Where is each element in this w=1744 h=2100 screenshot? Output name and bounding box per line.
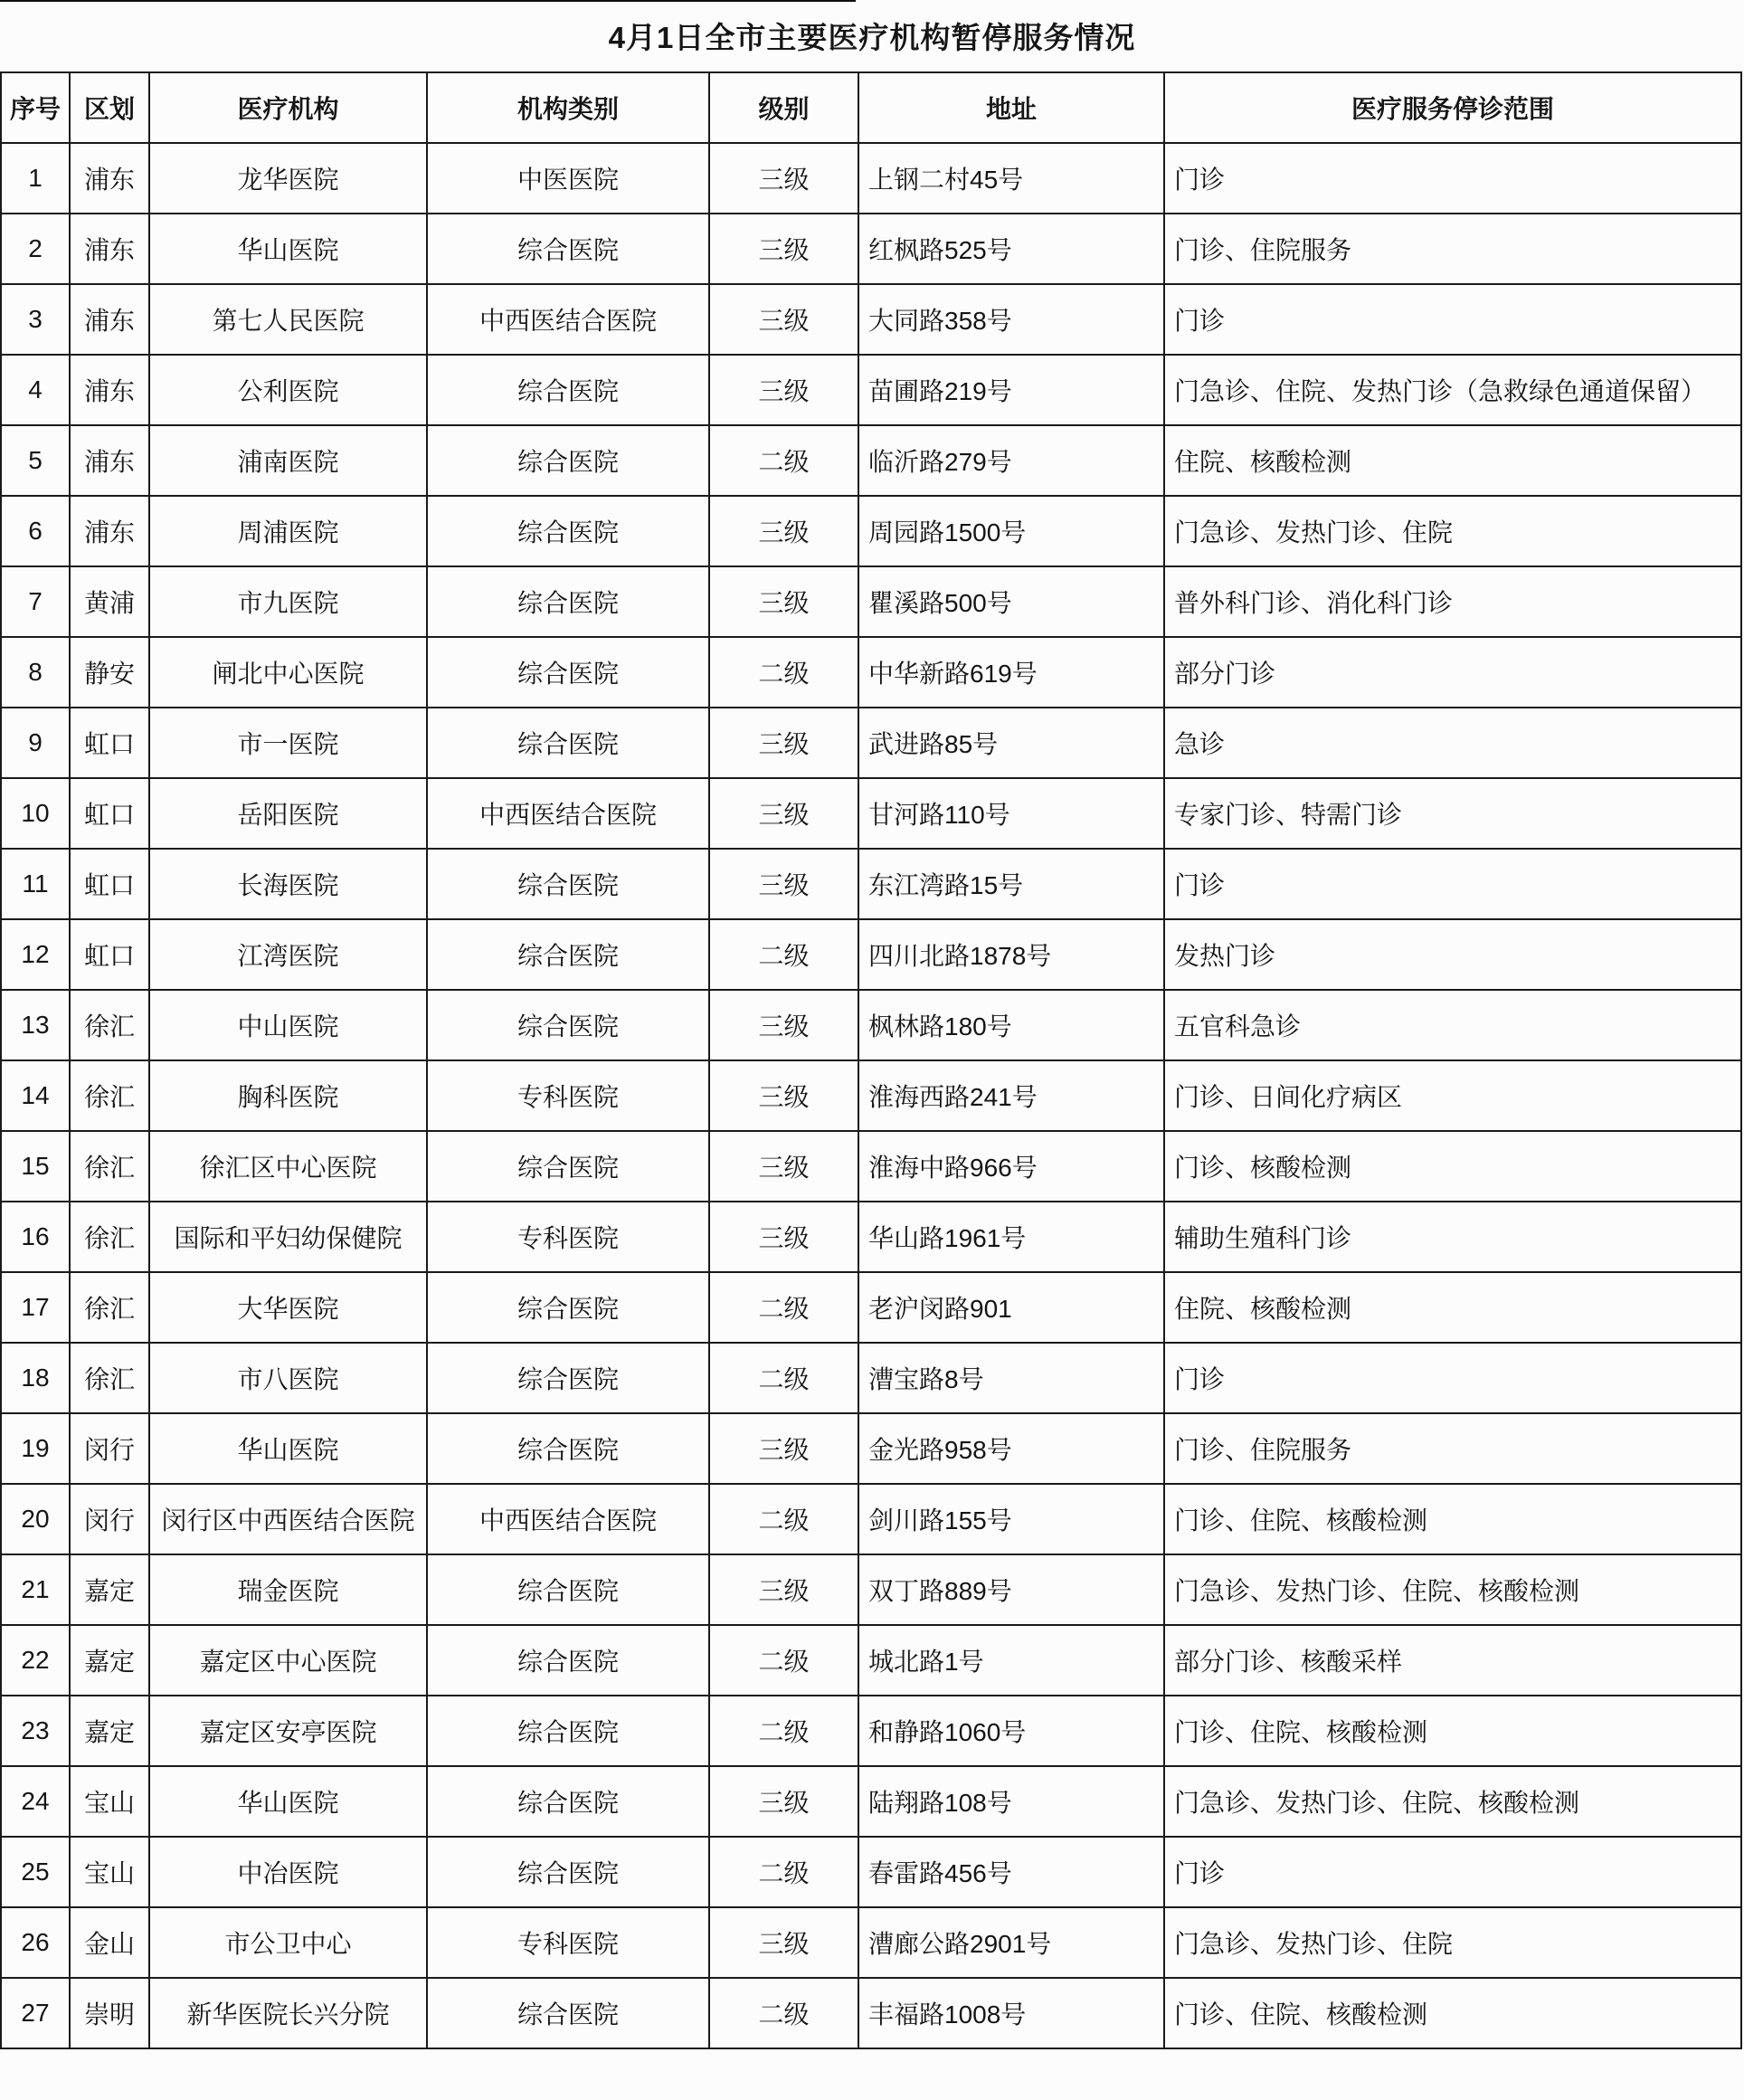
cell-district: 徐汇 xyxy=(70,1060,149,1131)
cell-scope: 门急诊、发热门诊、住院、核酸检测 xyxy=(1164,1766,1741,1837)
cell-no: 13 xyxy=(1,990,70,1060)
cell-scope: 部分门诊、核酸采样 xyxy=(1164,1625,1741,1696)
cell-district: 浦东 xyxy=(70,143,149,214)
cell-institution: 浦南医院 xyxy=(149,425,427,496)
cell-address: 甘河路110号 xyxy=(858,778,1164,849)
cell-no: 25 xyxy=(1,1837,70,1907)
cell-type: 综合医院 xyxy=(427,1413,709,1484)
cell-institution: 长海医院 xyxy=(149,849,427,919)
cell-address: 淮海中路966号 xyxy=(858,1131,1164,1202)
table-row xyxy=(1,1837,1741,1907)
cell-scope: 门诊 xyxy=(1164,143,1741,214)
cell-address: 中华新路619号 xyxy=(858,637,1164,708)
cell-level: 三级 xyxy=(709,1202,858,1272)
cell-address: 丰福路1008号 xyxy=(858,1978,1164,2048)
cell-district: 嘉定 xyxy=(70,1554,149,1625)
cell-institution: 大华医院 xyxy=(149,1272,427,1343)
cell-institution: 龙华医院 xyxy=(149,143,427,214)
table-row xyxy=(1,566,1741,637)
table-body xyxy=(1,143,1741,2048)
cell-district: 嘉定 xyxy=(70,1696,149,1766)
cell-scope: 部分门诊 xyxy=(1164,637,1741,708)
cell-institution: 新华医院长兴分院 xyxy=(149,1978,427,2048)
cell-address: 老沪闵路901 xyxy=(858,1272,1164,1343)
cell-no: 15 xyxy=(1,1131,70,1202)
cell-institution: 市九医院 xyxy=(149,566,427,637)
cell-scope: 五官科急诊 xyxy=(1164,990,1741,1060)
cell-no: 2 xyxy=(1,214,70,284)
column-header-institution: 医疗机构 xyxy=(149,72,427,143)
cell-no: 7 xyxy=(1,566,70,637)
cell-district: 浦东 xyxy=(70,425,149,496)
cell-district: 闵行 xyxy=(70,1484,149,1554)
cell-institution: 胸科医院 xyxy=(149,1060,427,1131)
cell-district: 徐汇 xyxy=(70,990,149,1060)
cell-address: 双丁路889号 xyxy=(858,1554,1164,1625)
cell-level: 三级 xyxy=(709,1554,858,1625)
table-row xyxy=(1,1696,1741,1766)
cell-type: 综合医院 xyxy=(427,214,709,284)
cell-address: 四川北路1878号 xyxy=(858,919,1164,990)
cell-institution: 中山医院 xyxy=(149,990,427,1060)
cell-institution: 嘉定区安亭医院 xyxy=(149,1696,427,1766)
cell-type: 中西医结合医院 xyxy=(427,1484,709,1554)
cell-institution: 闵行区中西医结合医院 xyxy=(149,1484,427,1554)
cell-institution: 闸北中心医院 xyxy=(149,637,427,708)
cell-institution: 公利医院 xyxy=(149,355,427,425)
cell-scope: 门诊、住院、核酸检测 xyxy=(1164,1978,1741,2048)
cell-level: 二级 xyxy=(709,1272,858,1343)
cell-district: 宝山 xyxy=(70,1837,149,1907)
cell-type: 综合医院 xyxy=(427,496,709,566)
cell-level: 三级 xyxy=(709,778,858,849)
cell-address: 东江湾路15号 xyxy=(858,849,1164,919)
table-row xyxy=(1,990,1741,1060)
cell-level: 二级 xyxy=(709,1625,858,1696)
cell-no: 20 xyxy=(1,1484,70,1554)
cell-address: 漕廊公路2901号 xyxy=(858,1907,1164,1978)
table-row xyxy=(1,1413,1741,1484)
cell-address: 周园路1500号 xyxy=(858,496,1164,566)
cell-address: 剑川路155号 xyxy=(858,1484,1164,1554)
cell-district: 徐汇 xyxy=(70,1343,149,1413)
cell-no: 11 xyxy=(1,849,70,919)
cell-level: 二级 xyxy=(709,1837,858,1907)
cell-level: 二级 xyxy=(709,1343,858,1413)
cell-address: 城北路1号 xyxy=(858,1625,1164,1696)
cell-type: 综合医院 xyxy=(427,1131,709,1202)
cell-level: 三级 xyxy=(709,849,858,919)
cell-type: 专科医院 xyxy=(427,1907,709,1978)
cell-level: 三级 xyxy=(709,355,858,425)
cell-level: 三级 xyxy=(709,990,858,1060)
cell-scope: 门急诊、发热门诊、住院 xyxy=(1164,1907,1741,1978)
cell-address: 大同路358号 xyxy=(858,284,1164,355)
cell-scope: 辅助生殖科门诊 xyxy=(1164,1202,1741,1272)
cell-institution: 市八医院 xyxy=(149,1343,427,1413)
cell-scope: 门诊、住院、核酸检测 xyxy=(1164,1696,1741,1766)
table-row xyxy=(1,1978,1741,2048)
cell-type: 综合医院 xyxy=(427,425,709,496)
table-row xyxy=(1,919,1741,990)
cell-scope: 门急诊、住院、发热门诊（急救绿色通道保留） xyxy=(1164,355,1741,425)
table-row xyxy=(1,1202,1741,1272)
cell-scope: 急诊 xyxy=(1164,708,1741,778)
cell-no: 5 xyxy=(1,425,70,496)
cell-institution: 周浦医院 xyxy=(149,496,427,566)
cell-no: 10 xyxy=(1,778,70,849)
cell-scope: 门诊、核酸检测 xyxy=(1164,1131,1741,1202)
cell-level: 三级 xyxy=(709,1413,858,1484)
cell-type: 综合医院 xyxy=(427,1696,709,1766)
cell-district: 徐汇 xyxy=(70,1202,149,1272)
cell-district: 浦东 xyxy=(70,496,149,566)
cell-address: 瞿溪路500号 xyxy=(858,566,1164,637)
cell-scope: 门诊 xyxy=(1164,284,1741,355)
cell-level: 三级 xyxy=(709,1131,858,1202)
cell-district: 崇明 xyxy=(70,1978,149,2048)
column-header-no: 序号 xyxy=(1,72,70,143)
cell-type: 综合医院 xyxy=(427,1554,709,1625)
cell-scope: 住院、核酸检测 xyxy=(1164,425,1741,496)
column-header-district: 区划 xyxy=(70,72,149,143)
cell-district: 虹口 xyxy=(70,778,149,849)
cell-no: 27 xyxy=(1,1978,70,2048)
cell-address: 临沂路279号 xyxy=(858,425,1164,496)
cell-type: 综合医院 xyxy=(427,919,709,990)
cell-no: 9 xyxy=(1,708,70,778)
cell-district: 浦东 xyxy=(70,284,149,355)
cell-scope: 普外科门诊、消化科门诊 xyxy=(1164,566,1741,637)
cell-district: 徐汇 xyxy=(70,1272,149,1343)
cell-level: 三级 xyxy=(709,496,858,566)
cell-institution: 华山医院 xyxy=(149,214,427,284)
cell-district: 宝山 xyxy=(70,1766,149,1837)
cell-type: 综合医院 xyxy=(427,708,709,778)
cell-address: 红枫路525号 xyxy=(858,214,1164,284)
cell-type: 综合医院 xyxy=(427,355,709,425)
table-row xyxy=(1,1484,1741,1554)
hospital-suspension-table xyxy=(0,71,1742,2049)
cell-address: 金光路958号 xyxy=(858,1413,1164,1484)
table-row xyxy=(1,1131,1741,1202)
cell-scope: 门诊、日间化疗病区 xyxy=(1164,1060,1741,1131)
cell-no: 3 xyxy=(1,284,70,355)
cell-district: 浦东 xyxy=(70,355,149,425)
table-row xyxy=(1,1060,1741,1131)
cell-address: 武进路85号 xyxy=(858,708,1164,778)
table-row xyxy=(1,214,1741,284)
cell-no: 19 xyxy=(1,1413,70,1484)
cell-level: 三级 xyxy=(709,1060,858,1131)
column-header-level: 级别 xyxy=(709,72,858,143)
cell-no: 26 xyxy=(1,1907,70,1978)
table-row xyxy=(1,1554,1741,1625)
cell-district: 嘉定 xyxy=(70,1625,149,1696)
cell-type: 专科医院 xyxy=(427,1202,709,1272)
cell-scope: 发热门诊 xyxy=(1164,919,1741,990)
cell-address: 漕宝路8号 xyxy=(858,1343,1164,1413)
page-title: 4月1日全市主要医疗机构暂停服务情况 xyxy=(608,21,1136,54)
cell-no: 21 xyxy=(1,1554,70,1625)
cell-address: 淮海西路241号 xyxy=(858,1060,1164,1131)
table-row xyxy=(1,1625,1741,1696)
cell-no: 24 xyxy=(1,1766,70,1837)
cell-type: 综合医院 xyxy=(427,637,709,708)
table-row xyxy=(1,1343,1741,1413)
cell-type: 综合医院 xyxy=(427,849,709,919)
cell-no: 12 xyxy=(1,919,70,990)
cell-institution: 市一医院 xyxy=(149,708,427,778)
cell-district: 黄浦 xyxy=(70,566,149,637)
cell-type: 综合医院 xyxy=(427,1978,709,2048)
cell-level: 二级 xyxy=(709,637,858,708)
cell-institution: 瑞金医院 xyxy=(149,1554,427,1625)
cell-type: 综合医院 xyxy=(427,566,709,637)
cell-scope: 住院、核酸检测 xyxy=(1164,1272,1741,1343)
cell-type: 综合医院 xyxy=(427,990,709,1060)
table-row xyxy=(1,496,1741,566)
cell-district: 浦东 xyxy=(70,214,149,284)
cell-district: 徐汇 xyxy=(70,1131,149,1202)
table-row xyxy=(1,637,1741,708)
cell-district: 虹口 xyxy=(70,708,149,778)
cell-address: 苗圃路219号 xyxy=(858,355,1164,425)
cell-institution: 中冶医院 xyxy=(149,1837,427,1907)
cell-type: 综合医院 xyxy=(427,1343,709,1413)
table-row xyxy=(1,849,1741,919)
cell-no: 18 xyxy=(1,1343,70,1413)
cell-level: 三级 xyxy=(709,566,858,637)
cell-no: 4 xyxy=(1,355,70,425)
cell-scope: 门诊 xyxy=(1164,849,1741,919)
top-border-artifact xyxy=(0,0,856,2)
cell-type: 中西医结合医院 xyxy=(427,778,709,849)
table-row xyxy=(1,425,1741,496)
cell-no: 16 xyxy=(1,1202,70,1272)
cell-scope: 门诊、住院、核酸检测 xyxy=(1164,1484,1741,1554)
table-row xyxy=(1,708,1741,778)
cell-no: 17 xyxy=(1,1272,70,1343)
cell-no: 23 xyxy=(1,1696,70,1766)
table-row xyxy=(1,284,1741,355)
cell-institution: 国际和平妇幼保健院 xyxy=(149,1202,427,1272)
cell-level: 二级 xyxy=(709,1978,858,2048)
cell-type: 中医医院 xyxy=(427,143,709,214)
cell-type: 综合医院 xyxy=(427,1272,709,1343)
cell-type: 综合医院 xyxy=(427,1766,709,1837)
cell-level: 三级 xyxy=(709,1766,858,1837)
cell-level: 三级 xyxy=(709,214,858,284)
cell-district: 虹口 xyxy=(70,849,149,919)
cell-address: 春雷路456号 xyxy=(858,1837,1164,1907)
cell-institution: 徐汇区中心医院 xyxy=(149,1131,427,1202)
table-row xyxy=(1,1766,1741,1837)
table-row xyxy=(1,1907,1741,1978)
cell-type: 综合医院 xyxy=(427,1837,709,1907)
table-row xyxy=(1,143,1741,214)
cell-no: 6 xyxy=(1,496,70,566)
cell-type: 中西医结合医院 xyxy=(427,284,709,355)
table-row xyxy=(1,355,1741,425)
cell-level: 三级 xyxy=(709,143,858,214)
cell-institution: 第七人民医院 xyxy=(149,284,427,355)
cell-level: 三级 xyxy=(709,1907,858,1978)
header-row xyxy=(1,72,1741,143)
column-header-scope: 医疗服务停诊范围 xyxy=(1164,72,1741,143)
cell-institution: 江湾医院 xyxy=(149,919,427,990)
table-row xyxy=(1,778,1741,849)
cell-district: 闵行 xyxy=(70,1413,149,1484)
cell-no: 1 xyxy=(1,143,70,214)
cell-level: 二级 xyxy=(709,1484,858,1554)
cell-institution: 市公卫中心 xyxy=(149,1907,427,1978)
cell-level: 二级 xyxy=(709,425,858,496)
cell-institution: 华山医院 xyxy=(149,1413,427,1484)
cell-level: 三级 xyxy=(709,708,858,778)
cell-scope: 专家门诊、特需门诊 xyxy=(1164,778,1741,849)
cell-scope: 门诊、住院服务 xyxy=(1164,1413,1741,1484)
cell-scope: 门急诊、发热门诊、住院、核酸检测 xyxy=(1164,1554,1741,1625)
cell-no: 8 xyxy=(1,637,70,708)
table-row xyxy=(1,1272,1741,1343)
column-header-type: 机构类别 xyxy=(427,72,709,143)
cell-no: 22 xyxy=(1,1625,70,1696)
column-header-address: 地址 xyxy=(858,72,1164,143)
cell-type: 专科医院 xyxy=(427,1060,709,1131)
cell-scope: 门急诊、发热门诊、住院 xyxy=(1164,496,1741,566)
cell-no: 14 xyxy=(1,1060,70,1131)
cell-address: 上钢二村45号 xyxy=(858,143,1164,214)
cell-level: 三级 xyxy=(709,284,858,355)
cell-institution: 华山医院 xyxy=(149,1766,427,1837)
cell-institution: 岳阳医院 xyxy=(149,778,427,849)
cell-level: 二级 xyxy=(709,919,858,990)
cell-level: 二级 xyxy=(709,1696,858,1766)
cell-district: 金山 xyxy=(70,1907,149,1978)
cell-address: 陆翔路108号 xyxy=(858,1766,1164,1837)
cell-district: 静安 xyxy=(70,637,149,708)
cell-district: 虹口 xyxy=(70,919,149,990)
cell-institution: 嘉定区中心医院 xyxy=(149,1625,427,1696)
cell-scope: 门诊、住院服务 xyxy=(1164,214,1741,284)
cell-scope: 门诊 xyxy=(1164,1343,1741,1413)
cell-scope: 门诊 xyxy=(1164,1837,1741,1907)
cell-address: 华山路1961号 xyxy=(858,1202,1164,1272)
cell-address: 枫林路180号 xyxy=(858,990,1164,1060)
cell-address: 和静路1060号 xyxy=(858,1696,1164,1766)
cell-type: 综合医院 xyxy=(427,1625,709,1696)
